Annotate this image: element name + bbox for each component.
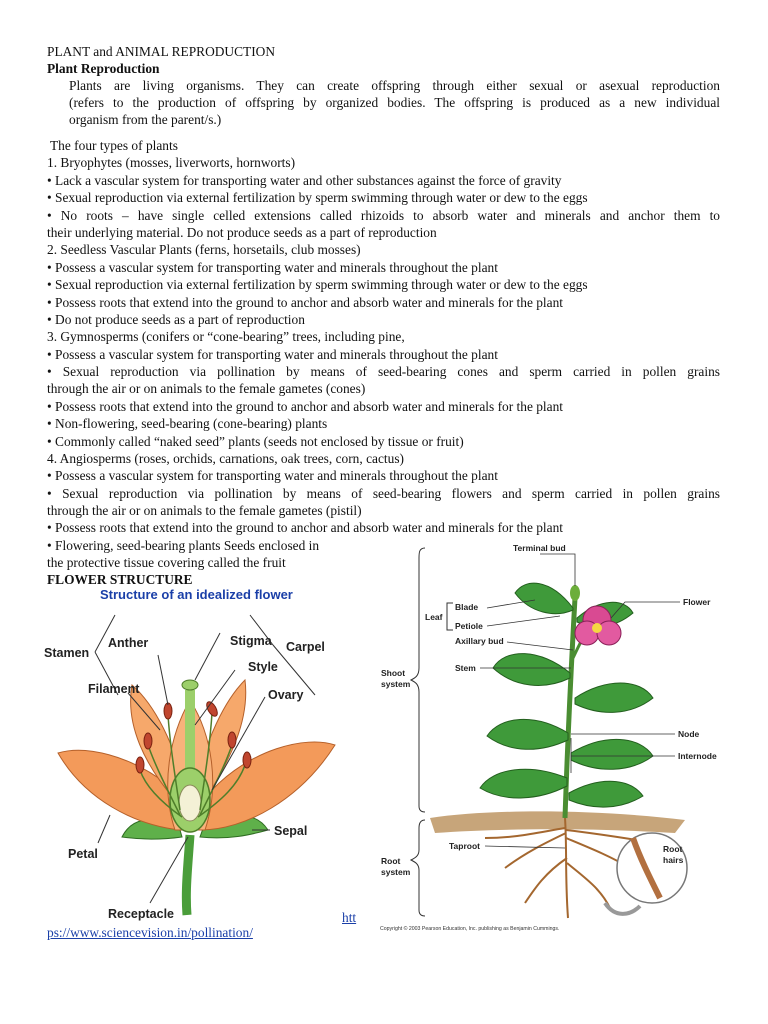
leader-line (507, 642, 573, 650)
label-ovary: Ovary (268, 688, 304, 702)
list-item: • No roots – have single celled extensions called rhizoids to absorb water and minerals and anchor them to (47, 208, 720, 223)
plant-diagram (375, 538, 730, 938)
list-item: 1. Bryophytes (mosses, liverworts, hornworts) (47, 155, 296, 170)
section-heading: Plant Reproduction (47, 61, 160, 76)
anther-shape (243, 752, 251, 768)
list-item: • Commonly called “naked seed” plants (seeds not enclosed by tissue or fruit) (47, 434, 464, 449)
label-petal: Petal (68, 847, 98, 861)
label-taproot: Taproot (449, 841, 481, 851)
list-item: • Possess a vascular system for transporting water and minerals throughout the plant (47, 347, 498, 362)
leader-line (540, 554, 575, 586)
leader-line (195, 633, 220, 680)
label-petiole: Petiole (455, 621, 483, 631)
list-item: • Possess roots that extend into the ground to anchor and absorb water and minerals for the plant (47, 520, 564, 535)
label-receptacle: Receptacle (108, 907, 175, 921)
list-item: the protective tissue covering called the fruit (47, 555, 286, 570)
label-carpel: Carpel (286, 640, 325, 654)
ovule-shape (179, 785, 201, 821)
leaf-shape (569, 781, 643, 807)
leader-line (98, 815, 110, 843)
leaf-shape (575, 683, 653, 712)
label-leaf: Leaf (425, 612, 443, 622)
list-item: 4. Angiosperms (roses, orchids, carnations, oak trees, corn, cactus) (47, 451, 404, 466)
list-item: • Sexual reproduction via pollination by means of seed-bearing flowers and sperm carried in pollen grains (47, 486, 720, 501)
intro-line-1: Plants are living organisms. They can create offspring through either sexual or asexual reproduction (69, 78, 720, 93)
anther-shape (228, 732, 236, 748)
list-item: • Do not produce seeds as a part of reproduction (47, 312, 305, 327)
list-item: their underlying material. Do not produce seeds as a part of reproduction (47, 225, 437, 240)
label-style: Style (248, 660, 278, 674)
list-item: • Flowering, seed-bearing plants Seeds enclosed in (47, 538, 320, 553)
list-item: • Possess a vascular system for transporting water and minerals throughout the plant (47, 260, 498, 275)
label-flower: Flower (683, 597, 711, 607)
list-item: • Sexual reproduction via external fertilization by sperm swimming through water or dew to the eggs (47, 277, 588, 292)
list-item: through the air or on animals to the female gametes (cones) (47, 381, 366, 396)
list-item: • Non-flowering, seed-bearing (cone-bearing) plants (47, 416, 328, 431)
label-filament: Filament (88, 682, 140, 696)
list-item: 2. Seedless Vascular Plants (ferns, horsetails, club mosses) (47, 242, 361, 257)
label-internode: Internode (678, 751, 717, 761)
label-root-hairs-2: hairs (663, 855, 684, 865)
label-blade: Blade (455, 602, 479, 612)
label-axillary-bud: Axillary bud (455, 636, 504, 646)
leaf-shape (480, 769, 567, 798)
label-terminal-bud: Terminal bud (513, 543, 566, 553)
copyright-text: Copyright © 2003 Pearson Education, Inc. publishing as Benjamin Cummings. (380, 926, 560, 932)
types-heading: The four types of plants (50, 138, 178, 153)
label-anther: Anther (108, 636, 149, 650)
shoot-bracket (411, 548, 425, 812)
list-item: • Lack a vascular system for transporting water and other substances against the force of gravity (47, 173, 562, 188)
leader-line (250, 615, 315, 695)
list-item: • Possess roots that extend into the ground to anchor and absorb water and minerals for the plant (47, 399, 564, 414)
leaf-shape (515, 583, 573, 613)
anther-shape (144, 733, 152, 749)
terminal-bud-shape (570, 585, 580, 601)
list-item: • Possess roots that extend into the ground to anchor and absorb water and minerals for the plant (47, 295, 564, 310)
label-stigma: Stigma (230, 634, 272, 648)
flower-diagram-title: Structure of an idealized flower (100, 587, 293, 602)
label-stem: Stem (455, 663, 476, 673)
label-node: Node (678, 729, 700, 739)
intro-line-2: (refers to the production of offspring by organized bodies. The offspring is produced as a new individual (69, 95, 720, 110)
flower-stem (186, 835, 190, 915)
stigma-shape (182, 680, 198, 690)
source-link-part2[interactable]: ps://www.sciencevision.in/pollination/ (47, 925, 253, 940)
root-bracket (411, 820, 425, 916)
anther-shape (164, 703, 172, 719)
flower-structure-heading: FLOWER STRUCTURE (47, 572, 193, 587)
intro-line-3: organism from the parent/s.) (69, 112, 222, 127)
list-item: • Sexual reproduction via external fertilization by sperm swimming through water or dew to the eggs (47, 190, 588, 205)
label-sepal: Sepal (274, 824, 308, 838)
source-link-part1[interactable]: htt (342, 910, 357, 925)
list-item: 3. Gymnosperms (conifers or “cone-bearing” trees, including pine, (47, 329, 405, 344)
leader-line (485, 846, 565, 848)
list-item: through the air or on animals to the female gametes (pistil) (47, 503, 362, 518)
leader-line (487, 616, 560, 626)
leader-line (158, 655, 168, 705)
label-shoot-system-2: system (381, 679, 411, 689)
list-item: • Sexual reproduction via pollination by means of seed-bearing cones and sperm carried in pollen grains (47, 364, 720, 379)
leaf-shape (571, 739, 653, 769)
leaf-shape (487, 719, 568, 749)
document-title: PLANT and ANIMAL REPRODUCTION (47, 44, 276, 59)
label-root-system-2: system (381, 867, 411, 877)
magnifier-arrow (605, 903, 640, 914)
flower-diagram (40, 585, 360, 925)
leaf-shape (493, 654, 570, 686)
label-shoot-system-1: Shoot (381, 668, 406, 678)
label-root-system-1: Root (381, 856, 401, 866)
list-item: • Possess a vascular system for transporting water and minerals throughout the plant (47, 468, 498, 483)
label-stamen: Stamen (44, 646, 90, 660)
leaf-bracket (447, 603, 453, 630)
anther-shape (136, 757, 144, 773)
label-root-hairs-1: Root (663, 844, 683, 854)
